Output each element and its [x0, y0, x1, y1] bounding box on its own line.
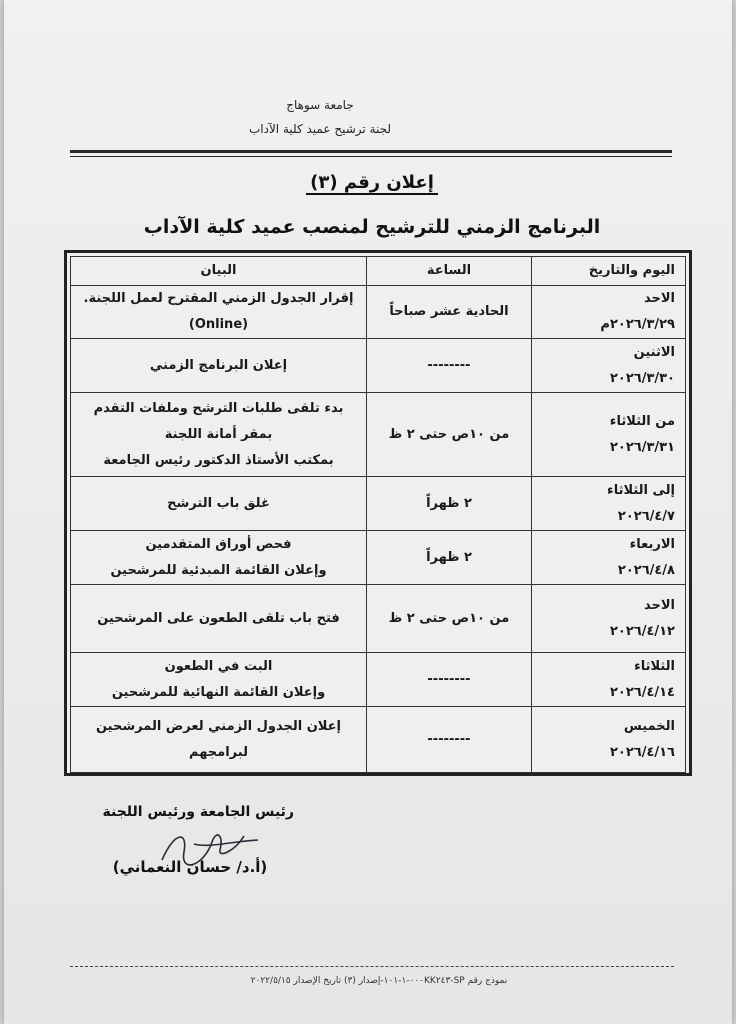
day-name: إلى الثلاثاء [607, 482, 675, 498]
table-row [71, 531, 686, 585]
time-cell: -------- [367, 339, 532, 393]
statement-cell [71, 477, 367, 531]
date-value: ٢٠٢٦/٣/٢٩م [600, 317, 675, 332]
statement-line: إقرار الجدول الزمني المقترح لعمل اللجنة. [83, 291, 354, 306]
table-header-row [71, 257, 686, 286]
time-cell: الحادية عشر صباحاً [367, 286, 532, 339]
statement-line: (Online) [188, 317, 249, 332]
statement-line: بمقر أمانة اللجنة [164, 426, 273, 442]
statement-cell [71, 339, 367, 393]
day-date-cell [532, 477, 686, 531]
day-date-cell [532, 653, 686, 707]
header-time: الساعة [367, 257, 532, 286]
announcement-title [4, 172, 736, 193]
signatory-name: (أ.د/ حسان النعماني) [112, 858, 268, 876]
day-date-cell [532, 585, 686, 653]
time-cell: -------- [367, 707, 532, 773]
header-rule-thin [70, 156, 672, 157]
committee-name: لجنة ترشيح عميد كلية الآداب [248, 122, 391, 136]
statement-cell [71, 286, 367, 339]
statement-cell [71, 393, 367, 477]
day-date-cell [532, 286, 686, 339]
statement-cell [71, 707, 367, 773]
footer-rule [70, 966, 674, 967]
statement-line: إعلان الجدول الزمني لعرض المرشحين [95, 718, 341, 734]
time-cell: -------- [367, 653, 532, 707]
table-row [71, 585, 686, 653]
header-rule [70, 150, 672, 153]
university-name: جامعة سوهاج [286, 98, 354, 112]
statement-cell [71, 531, 367, 585]
date-value: ٢٠٢٦/٤/٧ [617, 508, 675, 524]
signatory-title: رئيس الجامعة ورئيس اللجنة [102, 804, 294, 820]
day-name: الاحد [643, 597, 675, 613]
day-date-cell [532, 531, 686, 585]
statement-cell [71, 653, 367, 707]
statement-cell [71, 585, 367, 653]
date-value: ٢٠٢٦/٤/١٤ [609, 684, 675, 700]
statement-line: وإعلان القائمة النهائية للمرشحين [111, 684, 326, 700]
table-row [71, 707, 686, 773]
day-name: الاحد [643, 291, 675, 306]
time-cell: من ١٠ص حتى ٢ ظ [367, 585, 532, 653]
table-row [71, 653, 686, 707]
date-value: ٢٠٢٦/٣/٣١ [609, 439, 675, 455]
time-cell: ٢ ظهراً [367, 477, 532, 531]
form-number-footer: نموذج رقم SP-٠٠٠KK٢٤٣-١-١٠١-إصدار (٣) تاريخ الإصدار ٢٠٢٢/٥/١٥ [250, 976, 508, 986]
date-value: ٢٠٢٦/٣/٣٠ [609, 370, 675, 386]
statement-line: غلق باب الترشح [167, 495, 270, 511]
statement-line: فحص أوراق المتقدمين [145, 536, 292, 552]
announcement-number: إعلان رقم (٣) [306, 172, 438, 195]
date-value: ٢٠٢٦/٤/٨ [617, 562, 675, 578]
table-row [71, 339, 686, 393]
date-value: ٢٠٢٦/٤/١٦ [609, 744, 675, 760]
statement-line: بدء تلقى طلبات الترشح وملفات التقدم [93, 400, 344, 416]
document-page [4, 0, 732, 1024]
header-statement: البيان [71, 257, 367, 286]
statement-line: فتح باب تلقى الطعون على المرشحين [97, 610, 340, 626]
day-name: الاثنين [633, 344, 675, 360]
table-row [71, 393, 686, 477]
schedule-subtitle: البرنامج الزمني للترشيح لمنصب عميد كلية الآداب [143, 216, 601, 238]
statement-line: إعلان البرنامج الزمني [149, 357, 288, 373]
day-date-cell [532, 393, 686, 477]
schedule-table [70, 256, 686, 773]
day-name: الخميس [623, 718, 675, 734]
time-cell: ٢ ظهراً [367, 531, 532, 585]
statement-line: لبرامجهم [189, 744, 248, 760]
statement-line: البت في الطعون [164, 658, 273, 674]
day-name: الاربعاء [629, 536, 675, 552]
time-cell: من ١٠ص حتى ٢ ظ [367, 393, 532, 477]
day-date-cell [532, 707, 686, 773]
header-day-date: اليوم والتاريخ [532, 257, 686, 286]
schedule-table-frame [64, 250, 692, 776]
day-name: من الثلاثاء [609, 413, 675, 429]
statement-line: بمكتب الأستاذ الدكتور رئيس الجامعة [103, 452, 334, 468]
day-date-cell [532, 339, 686, 393]
table-row [71, 286, 686, 339]
day-name: الثلاثاء [634, 658, 675, 674]
statement-line: وإعلان القائمة المبدئية للمرشحين [110, 562, 327, 578]
table-row [71, 477, 686, 531]
date-value: ٢٠٢٦/٤/١٢ [609, 623, 675, 639]
